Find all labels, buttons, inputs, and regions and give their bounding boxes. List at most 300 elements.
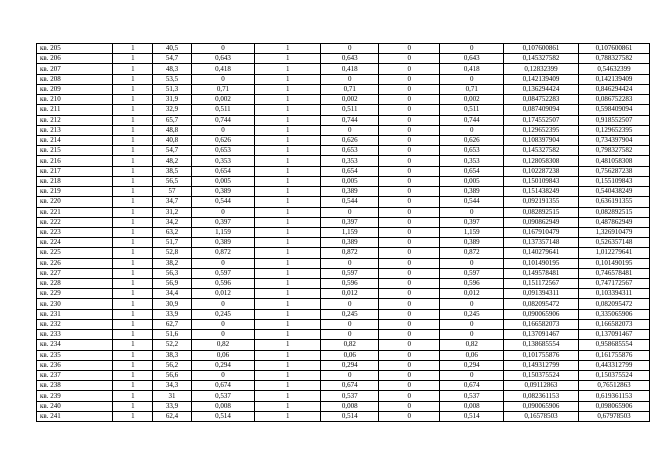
area-cell: 56,6 [153, 371, 191, 381]
total-value-cell: 0,674 [440, 381, 504, 391]
count-cell: 1 [113, 350, 153, 360]
coef-cell: 1 [255, 391, 321, 401]
share-cell: 0,174552507 [503, 115, 578, 125]
value-cell: 0,674 [191, 381, 255, 391]
coef-cell: 1 [255, 371, 321, 381]
apartment-cell: кв. 217 [37, 166, 113, 176]
total-value-cell: 0,653 [440, 146, 504, 156]
coef-cell: 1 [255, 74, 321, 84]
count-cell: 1 [113, 115, 153, 125]
coef-cell: 1 [255, 309, 321, 319]
zero-cell: 0 [379, 258, 440, 268]
total-value-cell: 0 [440, 207, 504, 217]
sum-cell: 0,129652395 [578, 125, 649, 135]
sum-cell: 0,788327582 [578, 54, 649, 64]
table-row [37, 350, 650, 360]
count-cell: 1 [113, 166, 153, 176]
sum-cell: 0,747172567 [578, 279, 649, 289]
area-cell: 62,4 [153, 411, 191, 421]
value-cell: 0,596 [191, 279, 255, 289]
table-row [37, 64, 650, 74]
sum-cell: 0,526357148 [578, 238, 649, 248]
value-cell: 0,005 [191, 176, 255, 186]
sum-cell: 0,798327582 [578, 146, 649, 156]
coef-cell: 1 [255, 319, 321, 329]
value-cell: 0 [191, 319, 255, 329]
zero-cell: 0 [379, 371, 440, 381]
table-row [37, 84, 650, 94]
area-cell: 33,9 [153, 309, 191, 319]
count-cell: 1 [113, 248, 153, 258]
area-cell: 51,3 [153, 84, 191, 94]
table-row [37, 125, 650, 135]
area-cell: 38,3 [153, 350, 191, 360]
apartment-cell: кв. 216 [37, 156, 113, 166]
area-cell: 38,2 [153, 258, 191, 268]
coef-cell: 1 [255, 258, 321, 268]
share-cell: 0,090065906 [503, 401, 578, 411]
apartment-cell: кв. 210 [37, 95, 113, 105]
value-copy-cell: 0,537 [321, 391, 379, 401]
total-value-cell: 0,389 [440, 238, 504, 248]
apartment-cell: кв. 215 [37, 146, 113, 156]
value-copy-cell: 0 [321, 258, 379, 268]
table-row [37, 105, 650, 115]
zero-cell: 0 [379, 279, 440, 289]
share-cell: 0,142139409 [503, 74, 578, 84]
value-copy-cell: 0,353 [321, 156, 379, 166]
area-cell: 56,2 [153, 360, 191, 370]
coef-cell: 1 [255, 289, 321, 299]
area-cell: 31 [153, 391, 191, 401]
total-value-cell: 0,537 [440, 391, 504, 401]
count-cell: 1 [113, 135, 153, 145]
count-cell: 1 [113, 268, 153, 278]
total-value-cell: 0,389 [440, 187, 504, 197]
apartment-cell: кв. 228 [37, 279, 113, 289]
table-row [37, 279, 650, 289]
sum-cell: 0,150375524 [578, 371, 649, 381]
table-row [37, 146, 650, 156]
coef-cell: 1 [255, 166, 321, 176]
sum-cell: 0,846294424 [578, 84, 649, 94]
coef-cell: 1 [255, 64, 321, 74]
coef-cell: 1 [255, 54, 321, 64]
value-copy-cell: 0,653 [321, 146, 379, 156]
apartment-cell: кв. 220 [37, 197, 113, 207]
coef-cell: 1 [255, 156, 321, 166]
zero-cell: 0 [379, 207, 440, 217]
share-cell: 0,167910479 [503, 227, 578, 237]
total-value-cell: 0,643 [440, 54, 504, 64]
area-cell: 40,8 [153, 135, 191, 145]
value-copy-cell: 0 [321, 207, 379, 217]
value-copy-cell: 0,008 [321, 401, 379, 411]
area-cell: 53,5 [153, 74, 191, 84]
total-value-cell: 0,012 [440, 289, 504, 299]
coef-cell: 1 [255, 105, 321, 115]
sum-cell: 0,487862949 [578, 217, 649, 227]
total-value-cell: 0 [440, 258, 504, 268]
total-value-cell: 0 [440, 44, 504, 54]
sum-cell: 0,918552507 [578, 115, 649, 125]
area-cell: 34,2 [153, 217, 191, 227]
table-row [37, 381, 650, 391]
apartment-cell: кв. 226 [37, 258, 113, 268]
apartment-cell: кв. 239 [37, 391, 113, 401]
table-row [37, 187, 650, 197]
zero-cell: 0 [379, 309, 440, 319]
value-cell: 0,418 [191, 64, 255, 74]
value-cell: 0,544 [191, 197, 255, 207]
zero-cell: 0 [379, 330, 440, 340]
share-cell: 0,108397904 [503, 135, 578, 145]
value-cell: 0,82 [191, 340, 255, 350]
count-cell: 1 [113, 319, 153, 329]
sum-cell: 0,098065906 [578, 401, 649, 411]
count-cell: 1 [113, 207, 153, 217]
value-cell: 0 [191, 258, 255, 268]
zero-cell: 0 [379, 84, 440, 94]
share-cell: 0,12832399 [503, 64, 578, 74]
sum-cell: 0,101490195 [578, 258, 649, 268]
area-cell: 48,3 [153, 64, 191, 74]
count-cell: 1 [113, 340, 153, 350]
zero-cell: 0 [379, 268, 440, 278]
value-cell: 0,012 [191, 289, 255, 299]
table-row [37, 401, 650, 411]
coef-cell: 1 [255, 238, 321, 248]
zero-cell: 0 [379, 135, 440, 145]
coef-cell: 1 [255, 350, 321, 360]
sum-cell: 0,082095472 [578, 299, 649, 309]
apartment-cell: кв. 205 [37, 44, 113, 54]
total-value-cell: 0,002 [440, 95, 504, 105]
table-row [37, 371, 650, 381]
total-value-cell: 0,294 [440, 360, 504, 370]
sum-cell: 0,161755876 [578, 350, 649, 360]
coef-cell: 1 [255, 401, 321, 411]
share-cell: 0,149578481 [503, 268, 578, 278]
table-row [37, 238, 650, 248]
area-cell: 32,9 [153, 105, 191, 115]
coef-cell: 1 [255, 268, 321, 278]
apartment-cell: кв. 213 [37, 125, 113, 135]
zero-cell: 0 [379, 411, 440, 421]
value-cell: 0 [191, 330, 255, 340]
coef-cell: 1 [255, 381, 321, 391]
sum-cell: 0,598409094 [578, 105, 649, 115]
table-row [37, 411, 650, 421]
value-copy-cell: 0,596 [321, 279, 379, 289]
share-cell: 0,136294424 [503, 84, 578, 94]
zero-cell: 0 [379, 238, 440, 248]
value-cell: 0,06 [191, 350, 255, 360]
count-cell: 1 [113, 197, 153, 207]
count-cell: 1 [113, 330, 153, 340]
apartment-cell: кв. 206 [37, 54, 113, 64]
zero-cell: 0 [379, 401, 440, 411]
value-copy-cell: 1,159 [321, 227, 379, 237]
share-cell: 0,082095472 [503, 299, 578, 309]
value-cell: 0,294 [191, 360, 255, 370]
table-row [37, 166, 650, 176]
zero-cell: 0 [379, 54, 440, 64]
value-copy-cell: 0,389 [321, 238, 379, 248]
value-copy-cell: 0,514 [321, 411, 379, 421]
table-row [37, 176, 650, 186]
value-cell: 0,626 [191, 135, 255, 145]
value-cell: 0,353 [191, 156, 255, 166]
value-cell: 0,744 [191, 115, 255, 125]
table-body [37, 44, 650, 422]
sum-cell: 0,082892515 [578, 207, 649, 217]
sum-cell: 0,54632399 [578, 64, 649, 74]
area-cell: 48,8 [153, 125, 191, 135]
share-cell: 0,129652395 [503, 125, 578, 135]
count-cell: 1 [113, 64, 153, 74]
value-copy-cell: 0,744 [321, 115, 379, 125]
share-cell: 0,092191355 [503, 197, 578, 207]
value-cell: 0 [191, 74, 255, 84]
coef-cell: 1 [255, 135, 321, 145]
value-cell: 1,159 [191, 227, 255, 237]
apartment-cell: кв. 212 [37, 115, 113, 125]
sum-cell: 0,67978503 [578, 411, 649, 421]
coef-cell: 1 [255, 279, 321, 289]
zero-cell: 0 [379, 381, 440, 391]
share-cell: 0,128058308 [503, 156, 578, 166]
count-cell: 1 [113, 125, 153, 135]
apartment-cell: кв. 221 [37, 207, 113, 217]
share-cell: 0,166582073 [503, 319, 578, 329]
share-cell: 0,137357148 [503, 238, 578, 248]
total-value-cell: 0,597 [440, 268, 504, 278]
share-cell: 0,16578503 [503, 411, 578, 421]
apartment-cell: кв. 232 [37, 319, 113, 329]
share-cell: 0,151172567 [503, 279, 578, 289]
share-cell: 0,137091467 [503, 330, 578, 340]
total-value-cell: 0,511 [440, 105, 504, 115]
share-cell: 0,091394311 [503, 289, 578, 299]
value-cell: 0,002 [191, 95, 255, 105]
total-value-cell: 0 [440, 330, 504, 340]
table-row [37, 319, 650, 329]
zero-cell: 0 [379, 227, 440, 237]
total-value-cell: 0,245 [440, 309, 504, 319]
sum-cell: 0,734397904 [578, 135, 649, 145]
value-cell: 0,397 [191, 217, 255, 227]
table-row [37, 95, 650, 105]
table-row [37, 340, 650, 350]
count-cell: 1 [113, 309, 153, 319]
apartment-cell: кв. 241 [37, 411, 113, 421]
count-cell: 1 [113, 227, 153, 237]
value-cell: 0 [191, 299, 255, 309]
total-value-cell: 0,82 [440, 340, 504, 350]
share-cell: 0,090862949 [503, 217, 578, 227]
count-cell: 1 [113, 217, 153, 227]
zero-cell: 0 [379, 391, 440, 401]
value-copy-cell: 0 [321, 125, 379, 135]
table-row [37, 74, 650, 84]
sum-cell: 0,142139409 [578, 74, 649, 84]
total-value-cell: 0,418 [440, 64, 504, 74]
count-cell: 1 [113, 238, 153, 248]
count-cell: 1 [113, 187, 153, 197]
total-value-cell: 1,159 [440, 227, 504, 237]
total-value-cell: 0 [440, 74, 504, 84]
value-copy-cell: 0,674 [321, 381, 379, 391]
area-cell: 30,9 [153, 299, 191, 309]
zero-cell: 0 [379, 44, 440, 54]
apartment-cell: кв. 207 [37, 64, 113, 74]
apartment-cell: кв. 222 [37, 217, 113, 227]
count-cell: 1 [113, 105, 153, 115]
sum-cell: 0,137091467 [578, 330, 649, 340]
coef-cell: 1 [255, 207, 321, 217]
share-cell: 0,082892515 [503, 207, 578, 217]
area-cell: 54,7 [153, 146, 191, 156]
area-cell: 57 [153, 187, 191, 197]
value-cell: 0 [191, 125, 255, 135]
area-cell: 34,7 [153, 197, 191, 207]
coef-cell: 1 [255, 95, 321, 105]
table-row [37, 258, 650, 268]
zero-cell: 0 [379, 197, 440, 207]
table-row [37, 391, 650, 401]
area-cell: 38,5 [153, 166, 191, 176]
table-row [37, 197, 650, 207]
value-copy-cell: 0 [321, 371, 379, 381]
table-row [37, 207, 650, 217]
apartment-cell: кв. 218 [37, 176, 113, 186]
value-copy-cell: 0,002 [321, 95, 379, 105]
area-cell: 34,4 [153, 289, 191, 299]
total-value-cell: 0,596 [440, 279, 504, 289]
total-value-cell: 0,514 [440, 411, 504, 421]
area-cell: 31,2 [153, 207, 191, 217]
total-value-cell: 0 [440, 371, 504, 381]
table-row [37, 227, 650, 237]
zero-cell: 0 [379, 360, 440, 370]
table-row [37, 217, 650, 227]
value-copy-cell: 0,643 [321, 54, 379, 64]
apartment-cell: кв. 214 [37, 135, 113, 145]
share-cell: 0,138685554 [503, 340, 578, 350]
count-cell: 1 [113, 360, 153, 370]
area-cell: 54,7 [153, 54, 191, 64]
value-copy-cell: 0,397 [321, 217, 379, 227]
count-cell: 1 [113, 74, 153, 84]
sum-cell: 0,756287238 [578, 166, 649, 176]
total-value-cell: 0,008 [440, 401, 504, 411]
total-value-cell: 0,353 [440, 156, 504, 166]
share-cell: 0,084752283 [503, 95, 578, 105]
share-cell: 0,101755876 [503, 350, 578, 360]
sum-cell: 0,443312799 [578, 360, 649, 370]
apartment-cell: кв. 227 [37, 268, 113, 278]
area-cell: 52,2 [153, 340, 191, 350]
sum-cell: 1,326910479 [578, 227, 649, 237]
area-cell: 51,7 [153, 238, 191, 248]
table-row [37, 44, 650, 54]
share-cell: 0,145327582 [503, 146, 578, 156]
share-cell: 0,101490195 [503, 258, 578, 268]
zero-cell: 0 [379, 125, 440, 135]
area-cell: 52,8 [153, 248, 191, 258]
value-copy-cell: 0,626 [321, 135, 379, 145]
count-cell: 1 [113, 299, 153, 309]
apartment-cell: кв. 233 [37, 330, 113, 340]
zero-cell: 0 [379, 299, 440, 309]
area-cell: 34,3 [153, 381, 191, 391]
value-copy-cell: 0,294 [321, 360, 379, 370]
share-cell: 0,145327582 [503, 54, 578, 64]
sum-cell: 0,76512863 [578, 381, 649, 391]
sum-cell: 0,107600861 [578, 44, 649, 54]
sum-cell: 0,746578481 [578, 268, 649, 278]
share-cell: 0,150375524 [503, 371, 578, 381]
total-value-cell: 0,626 [440, 135, 504, 145]
apartment-cell: кв. 224 [37, 238, 113, 248]
value-cell: 0,245 [191, 309, 255, 319]
value-cell: 0,654 [191, 166, 255, 176]
value-cell: 0,643 [191, 54, 255, 64]
total-value-cell: 0,744 [440, 115, 504, 125]
coef-cell: 1 [255, 217, 321, 227]
count-cell: 1 [113, 95, 153, 105]
area-cell: 63,2 [153, 227, 191, 237]
zero-cell: 0 [379, 74, 440, 84]
coef-cell: 1 [255, 115, 321, 125]
coef-cell: 1 [255, 227, 321, 237]
total-value-cell: 0 [440, 125, 504, 135]
apartment-cell: кв. 225 [37, 248, 113, 258]
zero-cell: 0 [379, 289, 440, 299]
zero-cell: 0 [379, 95, 440, 105]
apartment-cell: кв. 231 [37, 309, 113, 319]
value-cell: 0,389 [191, 238, 255, 248]
value-copy-cell: 0,389 [321, 187, 379, 197]
coef-cell: 1 [255, 360, 321, 370]
sum-cell: 0,636191355 [578, 197, 649, 207]
value-copy-cell: 0 [321, 330, 379, 340]
value-cell: 0,872 [191, 248, 255, 258]
coef-cell: 1 [255, 176, 321, 186]
value-copy-cell: 0,06 [321, 350, 379, 360]
coef-cell: 1 [255, 248, 321, 258]
coef-cell: 1 [255, 84, 321, 94]
table-row [37, 289, 650, 299]
apartment-cell: кв. 223 [37, 227, 113, 237]
value-copy-cell: 0,511 [321, 105, 379, 115]
area-cell: 56,5 [153, 176, 191, 186]
area-cell: 31,9 [153, 95, 191, 105]
value-cell: 0 [191, 44, 255, 54]
zero-cell: 0 [379, 319, 440, 329]
area-cell: 56,9 [153, 279, 191, 289]
value-copy-cell: 0,418 [321, 64, 379, 74]
table-row [37, 156, 650, 166]
value-copy-cell: 0,005 [321, 176, 379, 186]
total-value-cell: 0,654 [440, 166, 504, 176]
apartment-cell: кв. 209 [37, 84, 113, 94]
table-row [37, 115, 650, 125]
zero-cell: 0 [379, 156, 440, 166]
count-cell: 1 [113, 391, 153, 401]
coef-cell: 1 [255, 340, 321, 350]
